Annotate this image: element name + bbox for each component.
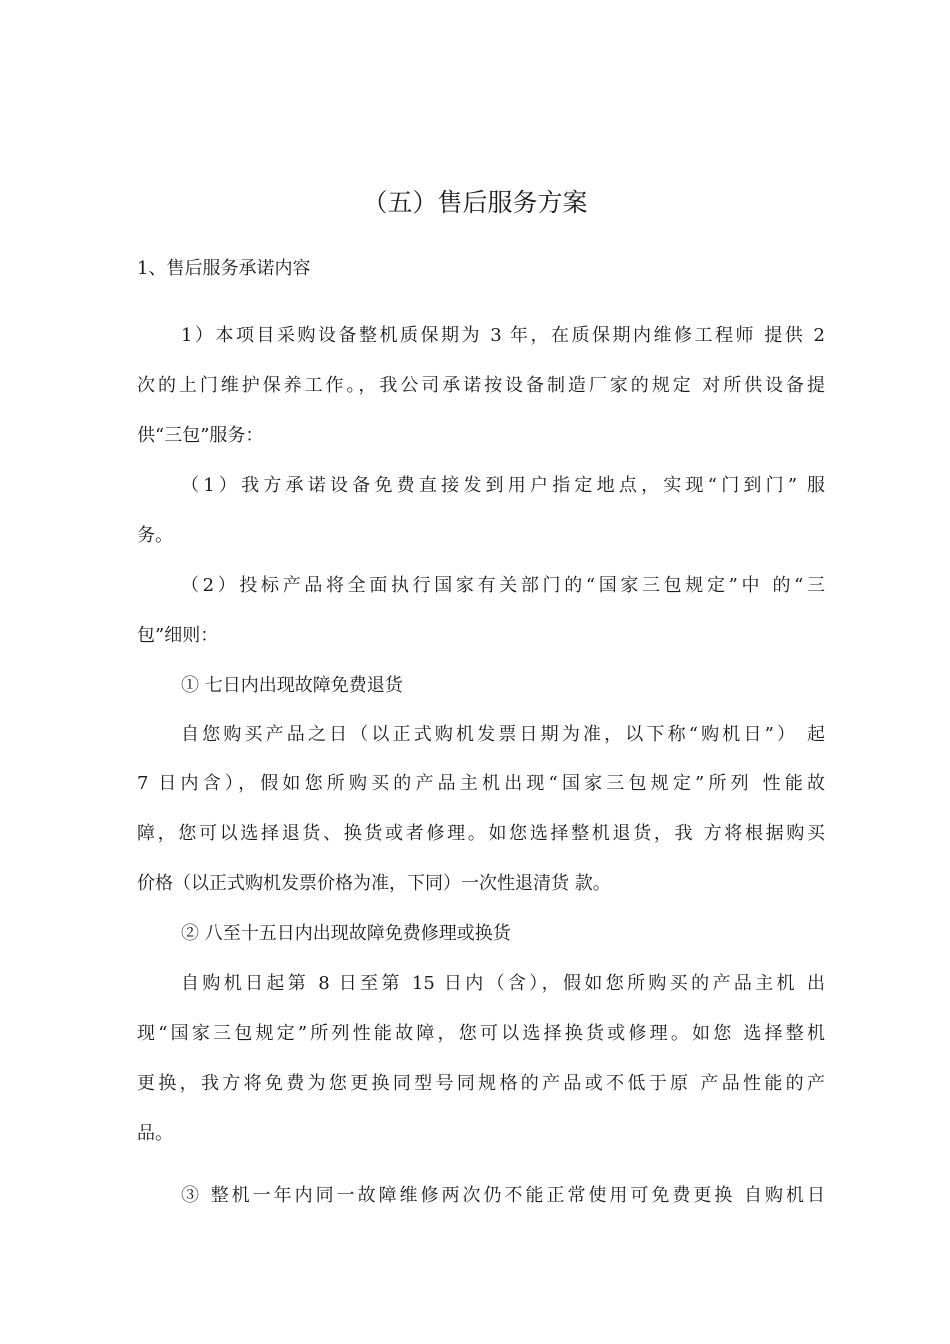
paragraph-line: 价格（以正式购机发票价格为准，下同）一次性退清货 款。 bbox=[137, 873, 611, 894]
paragraph-line: 7 日内含），假如您所购买的产品主机出现“国家三包规定”所列 性能故 bbox=[137, 773, 825, 794]
paragraph-line: 自购机日起第 8 日至第 15 日内（含），假如您所购买的产品主机 出 bbox=[181, 973, 825, 994]
paragraph-line: 1）本项目采购设备整机质保期为 3 年，在质保期内维修工程师 提供 2 bbox=[181, 325, 825, 346]
paragraph-line: 自您购买产品之日（以正式购机发票日期为准，以下称“购机日”） 起 bbox=[181, 724, 825, 745]
section-heading: 1、售后服务承诺内容 bbox=[137, 258, 311, 279]
paragraph-line: 供“三包”服务： bbox=[137, 425, 264, 446]
list-item-heading: ③ 整机一年内同一故障维修两次仍不能正常使用可免费更换 自购机日 bbox=[181, 1185, 825, 1206]
paragraph-line: 现“国家三包规定”所列性能故障，您可以选择换货或修理。如您 选择整机 bbox=[137, 1023, 825, 1044]
paragraph-line: 品。 bbox=[137, 1123, 173, 1144]
list-item-heading: ① 七日内出现故障免费退货 bbox=[181, 675, 403, 696]
paragraph-line: 障，您可以选择退货、换货或者修理。如您选择整机退货，我 方将根据购买 bbox=[137, 823, 825, 844]
paragraph-line: （2）投标产品将全面执行国家有关部门的“国家三包规定”中 的“三 bbox=[181, 575, 825, 596]
paragraph-line: （1）我方承诺设备免费直接发到用户指定地点，实现“门到门” 服 bbox=[181, 475, 825, 496]
paragraph-line: 次的上门维护保养工作。，我公司承诺按设备制造厂家的规定 对所供设备提 bbox=[137, 375, 825, 396]
document-title: （五）售后服务方案 bbox=[362, 188, 588, 217]
paragraph-line: 包”细则： bbox=[137, 625, 219, 646]
paragraph-line: 更换，我方将免费为您更换同型号同规格的产品或不低于原 产品性能的产 bbox=[137, 1073, 825, 1094]
paragraph-line: 务。 bbox=[137, 525, 173, 546]
list-item-heading: ② 八至十五日内出现故障免费修理或换货 bbox=[181, 923, 511, 944]
